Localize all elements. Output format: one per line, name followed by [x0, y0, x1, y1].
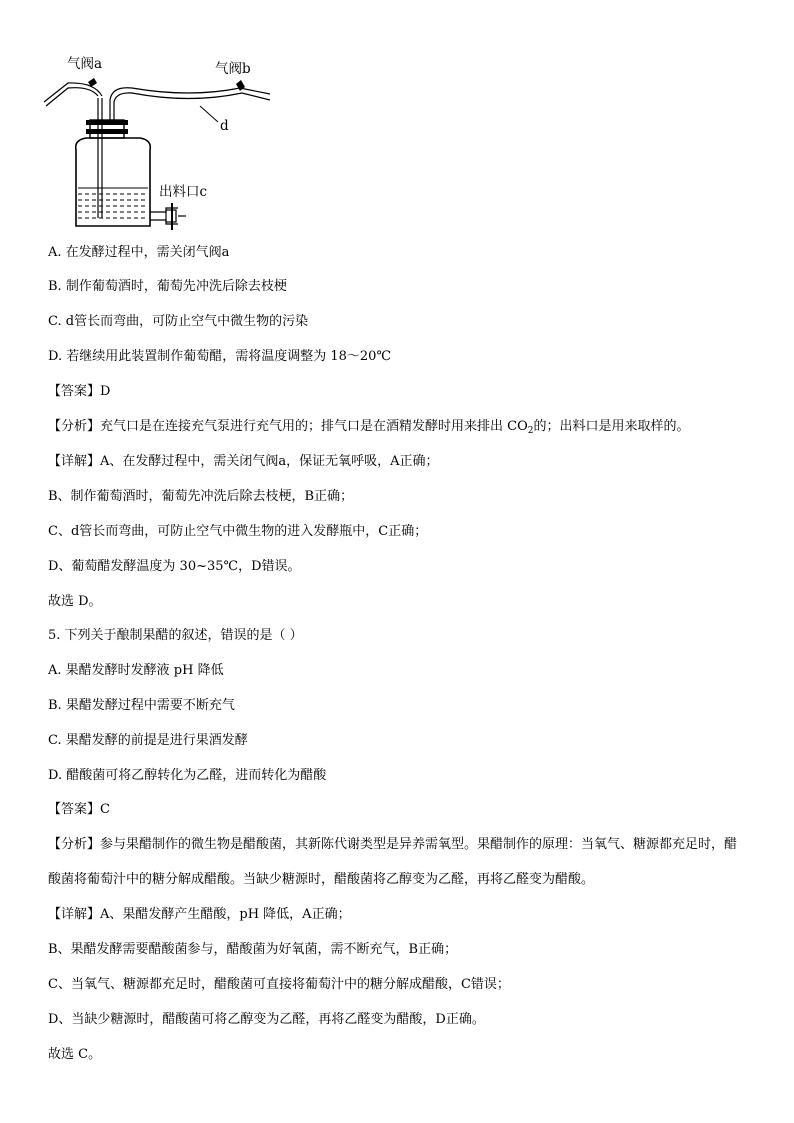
- q5-answer: 【答案】C: [48, 802, 110, 817]
- q4-detail-a: 【详解】A、在发酵过程中，需关闭气阀a，保证无氧呼吸，A正确；: [48, 454, 439, 469]
- q5-option-c: C. 果醋发酵的前提是进行果酒发酵: [48, 733, 248, 748]
- q4-answer: 【答案】D: [48, 384, 111, 399]
- q5-option-d: D. 醋酸菌可将乙醇转化为乙醛，进而转化为醋酸: [48, 768, 327, 783]
- q5-detail-c: C、当氧气、糖源都充足时，醋酸菌可直接将葡萄汁中的糖分解成醋酸，C错误；: [48, 977, 510, 992]
- q4-analysis: 【分析】充气口是在连接充气泵进行充气用的；排气口是在酒精发酵时用来排出 $CO_2$的；出料口是用来取样的。: [48, 419, 690, 436]
- valve-a-label: 气阀a: [67, 56, 103, 72]
- q5-stem: 5. 下列关于酿制果醋的叙述，错误的是（ ）: [48, 628, 303, 643]
- q5-conclusion: 故选 C。: [48, 1047, 102, 1062]
- valve-b-label: 气阀b: [215, 61, 251, 77]
- q4-option-c: C. d管长而弯曲，可防止空气中微生物的污染: [48, 314, 309, 329]
- tube-d-label: d: [220, 118, 229, 134]
- q5-option-a: A. 果醋发酵时发酵液 pH 降低: [48, 663, 224, 678]
- q4-option-a: A. 在发酵过程中，需关闭气阀a: [48, 245, 230, 260]
- q4-detail-d: D、葡萄醋发酵温度为 30~35℃，D错误。: [48, 559, 301, 574]
- fermentation-bottle-diagram: [40, 48, 300, 238]
- q5-detail-a: 【详解】A、果醋发酵产生醋酸，pH 降低，A正确；: [48, 907, 351, 922]
- q4-option-d: D. 若继续用此装置制作葡萄醋，需将温度调整为 18～20℃: [48, 349, 391, 364]
- outlet-c-label: 出料口c: [159, 184, 208, 200]
- q4-option-b: B. 制作葡萄酒时，葡萄先冲洗后除去枝梗: [48, 279, 287, 294]
- q5-option-b: B. 果醋发酵过程中需要不断充气: [48, 698, 235, 713]
- q5-detail-b: B、果醋发酵需要醋酸菌参与，醋酸菌为好氧菌，需不断充气，B正确；: [48, 942, 458, 957]
- q5-detail-d: D、当缺少糖源时，醋酸菌可将乙醇变为乙醛，再将乙醛变为醋酸，D正确。: [48, 1012, 485, 1027]
- fermentation-apparatus-figure: [40, 48, 300, 238]
- q5-analysis: 【分析】参与果醋制作的微生物是醋酸菌，其新陈代谢类型是异养需氧型。果醋制作的原理：当氧气、糖源都充足时，醋酸菌将葡萄汁中的糖分解成醋酸。当缺少糖源时，醋酸菌将乙醇变为乙醛，再将乙醛变为醋酸。: [48, 837, 738, 887]
- q4-detail-b: B、制作葡萄酒时，葡萄先冲洗后除去枝梗，B正确；: [48, 489, 354, 504]
- q4-detail-c: C、d管长而弯曲，可防止空气中微生物的进入发酵瓶中，C正确；: [48, 524, 428, 539]
- q4-conclusion: 故选 D。: [48, 594, 102, 609]
